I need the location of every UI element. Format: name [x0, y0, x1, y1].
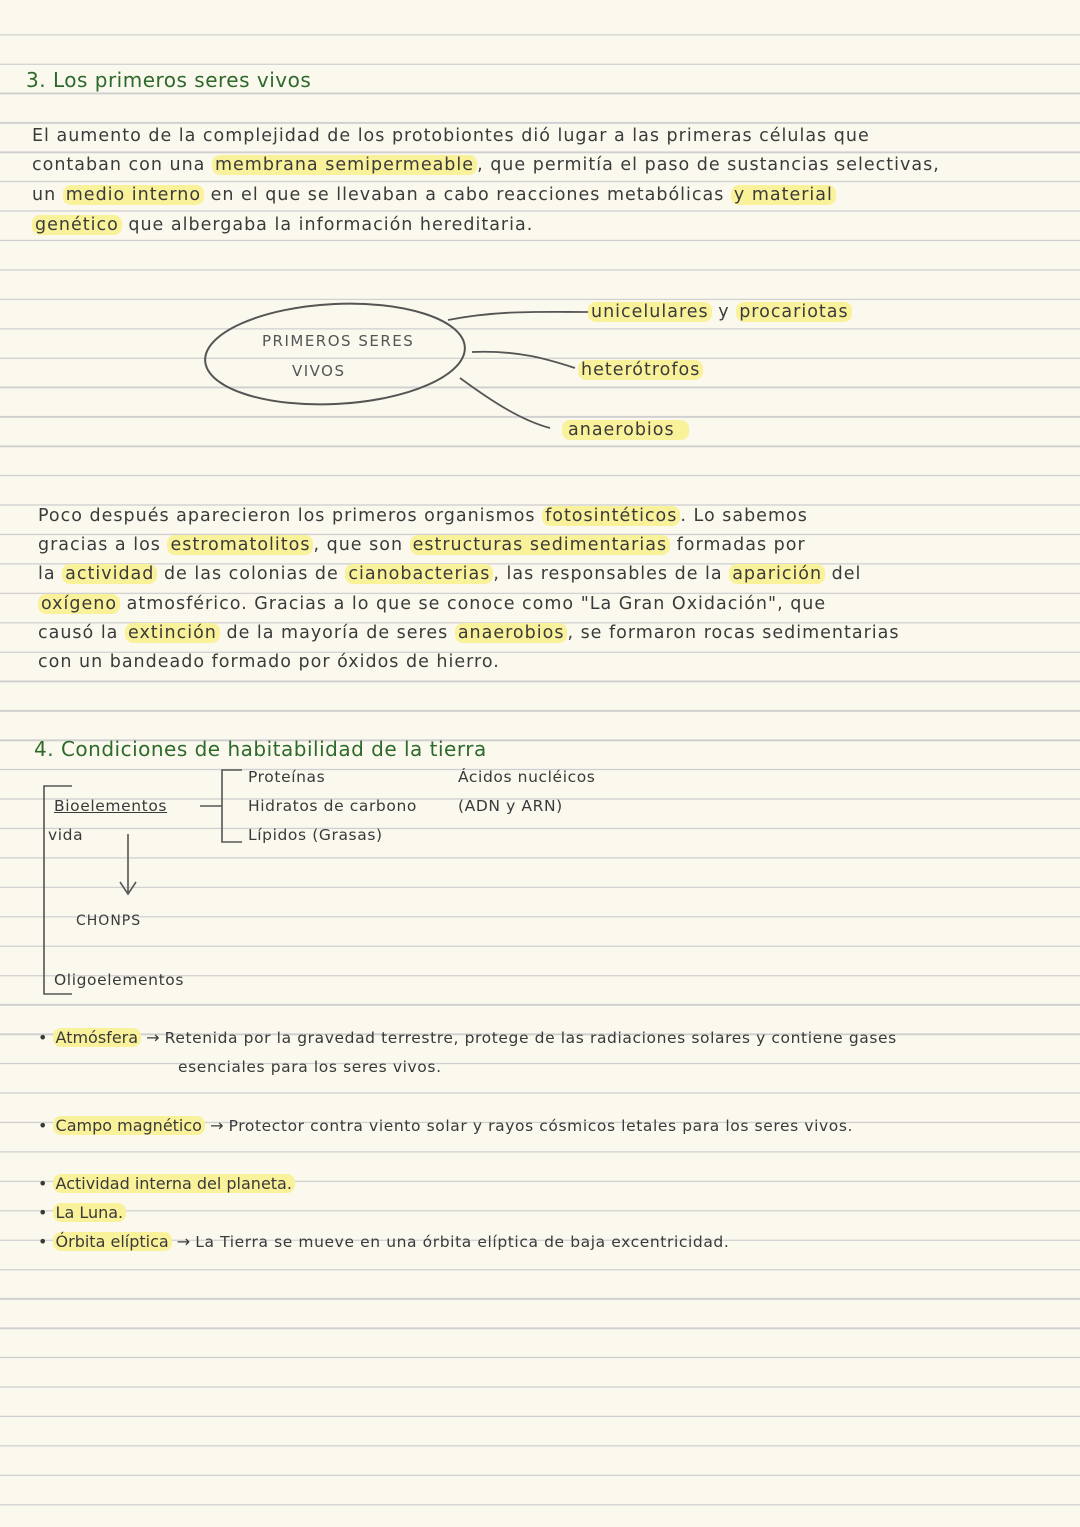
hidratos-label: Hidratos de carbono — [248, 797, 417, 815]
atmosfera-text-2: esenciales para los seres vivos. — [178, 1058, 442, 1076]
bioelementos-label: Bioelementos — [54, 797, 168, 815]
branch-unicelulares — [588, 302, 852, 322]
highlight-material: y material — [731, 185, 836, 205]
branch-line-1 — [448, 312, 590, 320]
p2-line5 — [38, 623, 900, 643]
luna-label: La Luna. — [53, 1203, 127, 1222]
section4-title: 4. Condiciones de habitabilidad de la tierra — [34, 737, 487, 761]
p2-line4 — [38, 594, 826, 614]
arrow-right-icon: → — [176, 1232, 191, 1251]
branch-2: heterótrofos — [578, 360, 703, 380]
arrow-right-icon: → — [210, 1116, 224, 1135]
bullet-dot-icon: • — [38, 1174, 48, 1193]
branch-line-3 — [460, 378, 550, 428]
p2-line3 — [38, 564, 861, 584]
highlight-membrana: membrana semipermeable — [212, 155, 477, 175]
p2-l2c: formadas por — [670, 535, 806, 555]
p2-l2a: gracias a los — [38, 535, 168, 555]
bracket-elements — [44, 786, 72, 994]
branch-1b: y — [718, 302, 730, 322]
bullet-actividad-interna — [38, 1174, 295, 1193]
highlight-aparicion: aparición — [729, 564, 825, 584]
p2-l1a: Poco después aparecieron los primeros organismos — [38, 506, 543, 526]
arrow-right-icon: → — [146, 1028, 160, 1047]
p1-l2b: , que permitía el paso de sustancias selectivas, — [477, 155, 940, 175]
p2-l1b: . Lo sabemos — [680, 506, 808, 526]
center-label-line2: VIVOS — [292, 362, 346, 380]
bullet-luna — [38, 1203, 126, 1222]
acidos-line1: Ácidos nucléicos — [458, 768, 596, 786]
p2-l3a: la — [38, 564, 63, 584]
bullet-dot-icon: • — [38, 1028, 48, 1047]
bullet-campo-magnetico — [38, 1116, 853, 1135]
branch-3: anaerobios — [562, 420, 689, 440]
highlight-medio-interno: medio interno — [63, 185, 204, 205]
p2-l5a: causó la — [38, 623, 125, 643]
vida-label: vida — [48, 826, 84, 844]
orbita-label: Órbita elíptica — [53, 1232, 172, 1251]
highlight-genetico: genético — [32, 215, 122, 235]
acidos-line2: (ADN y ARN) — [458, 797, 563, 815]
center-ellipse — [203, 297, 468, 410]
bullet-atmosfera — [38, 1028, 897, 1047]
p2-l3b: de las colonias de — [157, 564, 346, 584]
p2-line2 — [38, 535, 806, 555]
highlight-cianobacterias: cianobacterias — [345, 564, 493, 584]
bracket-biomolecules — [222, 770, 242, 842]
bullet-dot-icon: • — [38, 1203, 48, 1222]
actividad-interna-label: Actividad interna del planeta. — [53, 1174, 295, 1193]
branch-1c: procariotas — [736, 302, 851, 322]
p2-l4b: atmosférico. Gracias a lo que se conoce como "La Gran Oxidación", que — [120, 594, 827, 614]
p1-l4b: que albergaba la información hereditaria. — [121, 215, 534, 235]
highlight-actividad: actividad — [62, 564, 157, 584]
campo-magnetico-text: Protector contra viento solar y rayos cósmicos letales para los seres vivos. — [228, 1117, 854, 1135]
branch-1a: unicelulares — [588, 302, 712, 322]
highlight-estructuras: estructuras sedimentarias — [410, 535, 670, 555]
p2-line6: con un bandeado formado por óxidos de hierro. — [38, 652, 500, 672]
section3-title: 3. Los primeros seres vivos — [26, 68, 312, 92]
orbita-text: La Tierra se mueve en una órbita elíptica de baja excentricidad. — [195, 1233, 730, 1251]
p2-l5b: de la mayoría de seres — [219, 623, 455, 643]
highlight-oxigeno: oxígeno — [38, 594, 120, 614]
highlight-estromatolitos: estromatolitos — [167, 535, 313, 555]
lipidos-label: Lípidos (Grasas) — [248, 826, 383, 844]
campo-magnetico-label: Campo magnético — [53, 1116, 205, 1135]
p2-l3d: del — [825, 564, 862, 584]
p1-l2a: contaban con una — [32, 155, 212, 175]
highlight-extincion: extinción — [125, 623, 220, 643]
chonps-label: CHONPS — [76, 913, 142, 929]
p2-l2b: , que son — [313, 535, 410, 555]
p2-l3c: , las responsables de la — [493, 564, 730, 584]
proteinas-label: Proteínas — [248, 768, 326, 786]
bullet-dot-icon: • — [38, 1232, 48, 1251]
bullet-orbita — [38, 1232, 729, 1251]
p1-l3a: un — [32, 185, 63, 205]
atmosfera-label: Atmósfera — [53, 1028, 142, 1047]
oligoelementos-label: Oligoelementos — [54, 971, 185, 989]
p2-l5c: , se formaron rocas sedimentarias — [567, 623, 900, 643]
branch-line-2 — [472, 352, 575, 368]
highlight-fotosinteticos: fotosintéticos — [542, 506, 680, 526]
branch-anaerobios — [562, 420, 689, 440]
p2-line1 — [38, 506, 808, 526]
center-label-line1: PRIMEROS SERES — [262, 332, 415, 350]
p1-l3b: en el que se llevaban a cabo reacciones metabólicas — [204, 185, 731, 205]
bullet-dot-icon: • — [38, 1116, 48, 1135]
atmosfera-text-1: Retenida por la gravedad terrestre, protege de las radiaciones solares y contiene gases — [164, 1029, 897, 1047]
branch-heterotrofos — [578, 360, 703, 380]
down-arrow-icon — [120, 834, 136, 894]
highlight-anaerobios: anaerobios — [455, 623, 568, 643]
p1-line1: El aumento de la complejidad de los protobiontes dió lugar a las primeras células que — [32, 126, 870, 146]
